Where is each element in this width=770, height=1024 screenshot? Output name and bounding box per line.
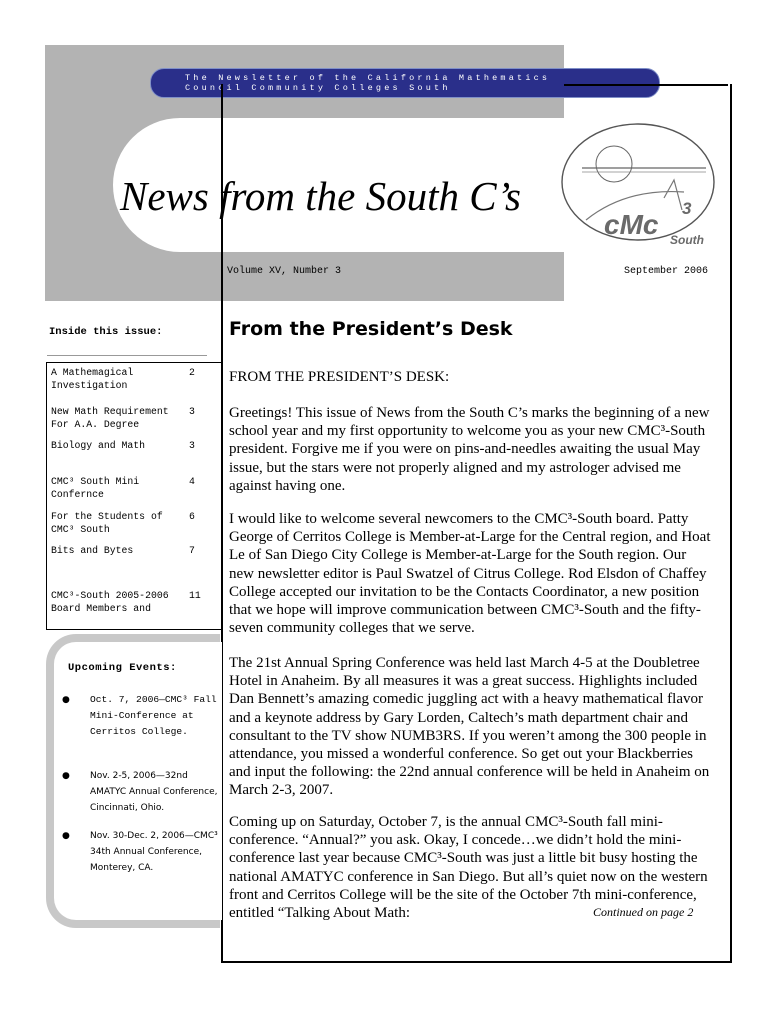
- table-of-contents: [46, 362, 221, 630]
- continued-on-page-link[interactable]: Continued on page 2: [593, 905, 694, 919]
- bullet-icon: ●: [62, 695, 70, 705]
- toc-item-page: 4: [189, 476, 195, 487]
- logo-cmc-text: cMc: [604, 209, 659, 240]
- toc-item-title: CMC³-South 2005-2006 Board Members and: [51, 590, 169, 614]
- toc-item-title: CMC³ South Mini Confernce: [51, 476, 140, 500]
- volume-number: Volume XV, Number 3: [227, 266, 342, 277]
- article-paragraph: The 21st Annual Spring Conference was held last March 4-5 at the Doubletree Hotel in Anaheim. By all measures it was a great success. Highlights included Dan Bennett’s amazing comedic juggling act with a heavy mathematical flavor and a keynote address by Gary Lorden, Caltech’s math department chair and consultant to the TV show NUMB3RS. If you weren’t among the 300 people in attendance, you missed a wonderful conference. So get out your Blackberries and input the following: the 22nd annual conference will be held in Anaheim on March 2-3, 2007.: [229, 655, 710, 799]
- event-item: [62, 828, 217, 878]
- bullet-icon: ●: [62, 771, 70, 781]
- upcoming-events-panel: [54, 642, 222, 920]
- banner-line-2: Council Community Colleges South: [185, 83, 451, 93]
- event-item: [62, 768, 217, 818]
- toc-item-page: 2: [189, 367, 195, 378]
- toc-item-title: Bits and Bytes: [51, 545, 134, 556]
- article-lead: FROM THE PRESIDENT’S DESK:: [229, 369, 450, 385]
- article-paragraph: Coming up on Saturday, October 7, is the annual CMC³-South fall mini-conference. “Annual?” you ask. Okay, I concede…we didn’t hold the mini-conference last year because CMC³-South was just a little bit busy hosting the national AMATYC conference in San Diego. But all’s quiet now on the western front and Cerritos College will be the site of the October 7th mini-conference, entitled “Talking About Math:: [229, 814, 708, 922]
- article-heading: From the President’s Desk: [229, 318, 513, 340]
- logo-superscript: 3: [682, 199, 692, 218]
- toc-item-title: Biology and Math: [51, 440, 146, 451]
- toc-item-title: New Math Requirement For A.A. Degree: [51, 406, 169, 430]
- banner-line-1: The Newsletter of the California Mathematics: [185, 73, 551, 83]
- event-text: Oct. 7, 2006—CMC³ Fall Mini-Conference at Cerritos College.: [90, 694, 217, 737]
- toc-item-page: 3: [189, 406, 195, 417]
- article-paragraph: I would like to welcome several newcomers to the CMC³-South board. Patty George of Cerritos College is Member-at-Large for the Central region, and Hoat Le of San Diego City College is Member-at-Large for the South region. Our new newsletter editor is Paul Swatzel of Citrus College. Rod Elsdon of Chaffey College accepted our invitation to be the Contacts Coordinator, a new position that we hope will improve communication between CMC³-South and the fifty-seven community colleges that we serve.: [229, 511, 711, 637]
- upcoming-events-heading: Upcoming Events:: [68, 662, 177, 674]
- logo-south-text: South: [670, 233, 704, 247]
- toc-item-page: 3: [189, 440, 195, 451]
- issue-date: September 2006: [623, 266, 708, 277]
- upcoming-events-frame: [46, 634, 220, 928]
- sidebar-divider: [47, 355, 207, 356]
- toc-item-page: 11: [189, 590, 201, 601]
- article-paragraph: Greetings! This issue of News from the South C’s marks the beginning of a new school year and my first opportunity to welcome you as your new CMC³-South president. Forgive me if you were on pins-and-needles awaiting the usual May issue, but the stars were not properly aligned and my astrologer advised me against having one.: [229, 405, 710, 494]
- article-frame-top-rule: [564, 84, 728, 86]
- bullet-icon: ●: [62, 831, 70, 841]
- event-text: Nov. 30-Dec. 2, 2006—CMC³ 34th Annual Conference, Monterey, CA.: [90, 831, 218, 873]
- toc-item-page: 6: [189, 511, 195, 522]
- inside-this-issue-heading: Inside this issue:: [49, 326, 163, 338]
- newsletter-title: News from the South C’s: [120, 173, 521, 219]
- toc-item-title: For the Students of CMC³ South: [51, 511, 163, 535]
- event-text: Nov. 2-5, 2006—32nd AMATYC Annual Conference, Cincinnati, Ohio.: [90, 771, 218, 813]
- toc-item-page: 7: [189, 545, 195, 556]
- toc-item-title: A Mathemagical Investigation: [51, 367, 134, 391]
- event-item: [62, 692, 217, 762]
